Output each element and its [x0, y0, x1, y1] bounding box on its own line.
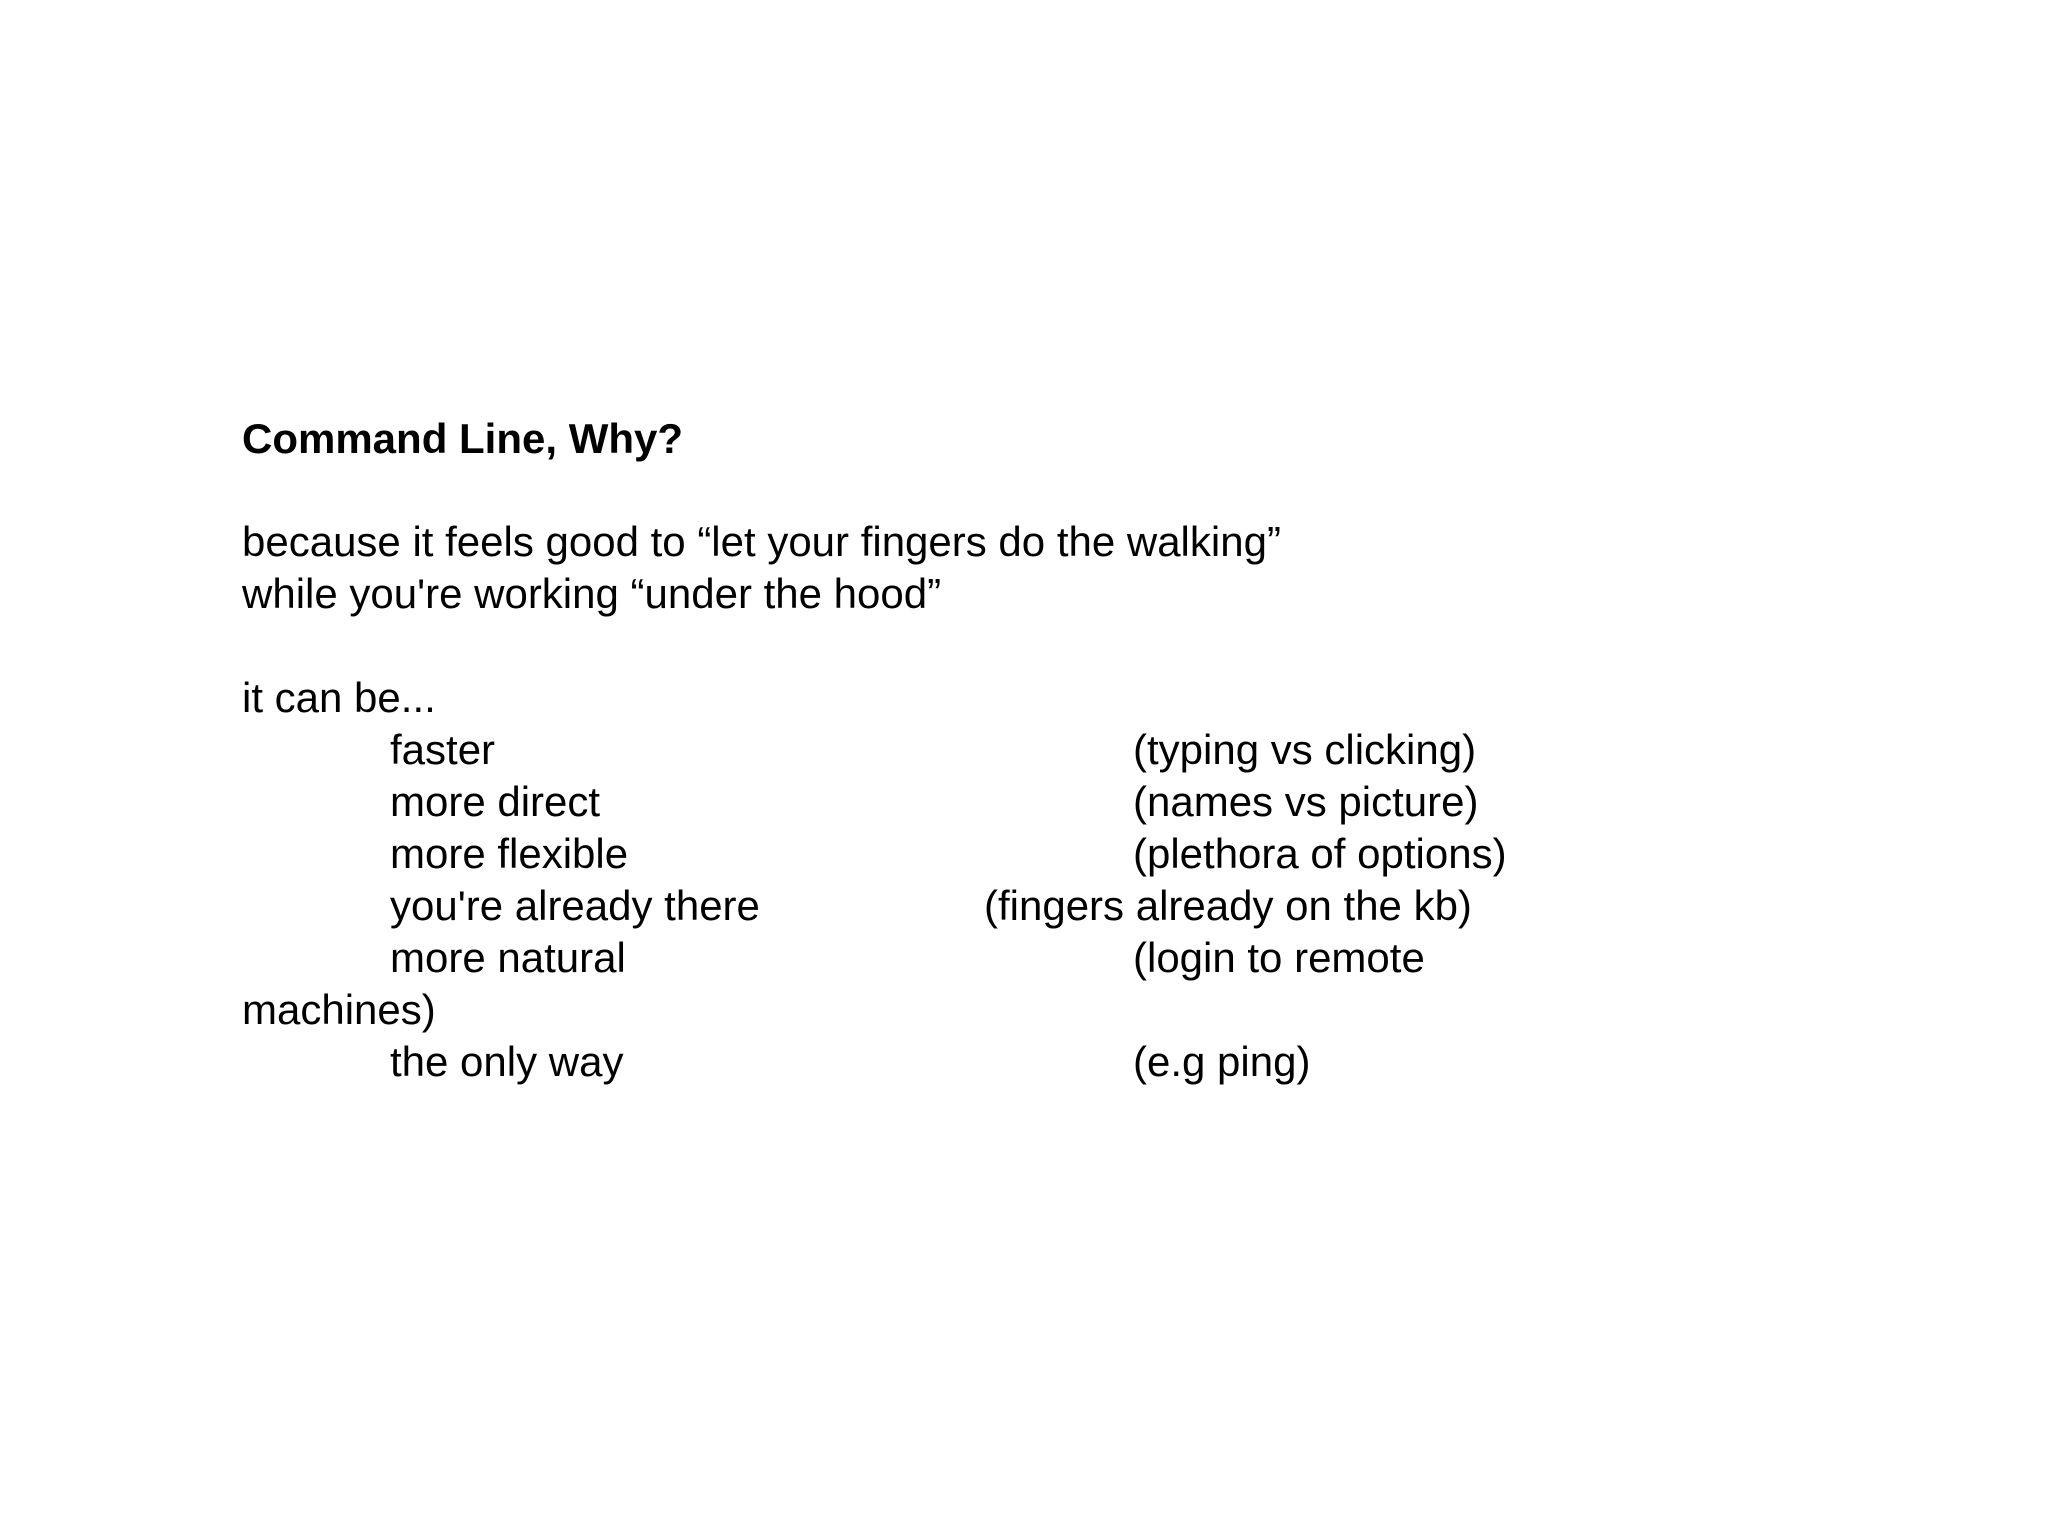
list-item-example: (plethora of options): [1133, 830, 1507, 877]
page-title: Command Line, Why?: [242, 415, 683, 462]
list-heading: it can be...: [242, 674, 436, 721]
list-item-reason: faster: [390, 726, 496, 773]
intro-line-1: because it feels good to “let your fingers do the walking”: [242, 518, 1281, 565]
list-item-reason: more flexible: [390, 830, 629, 877]
list-item-reason: more natural: [390, 934, 626, 981]
list-item-example: (names vs picture): [1133, 778, 1479, 825]
list-item-example: (login to remote: [1133, 934, 1425, 981]
list-item-example: (e.g ping): [1133, 1038, 1311, 1085]
list-item-example: (typing vs clicking): [1133, 726, 1477, 773]
list-item-reason: the only way: [390, 1038, 624, 1085]
list-item-example-continuation: machines): [242, 986, 436, 1033]
list-item-example: (fingers already on the kb): [984, 882, 1472, 929]
intro-line-2: while you're working “under the hood”: [242, 570, 942, 617]
list-item-reason: you're already there: [390, 882, 760, 929]
list-item-reason: more direct: [390, 778, 601, 825]
